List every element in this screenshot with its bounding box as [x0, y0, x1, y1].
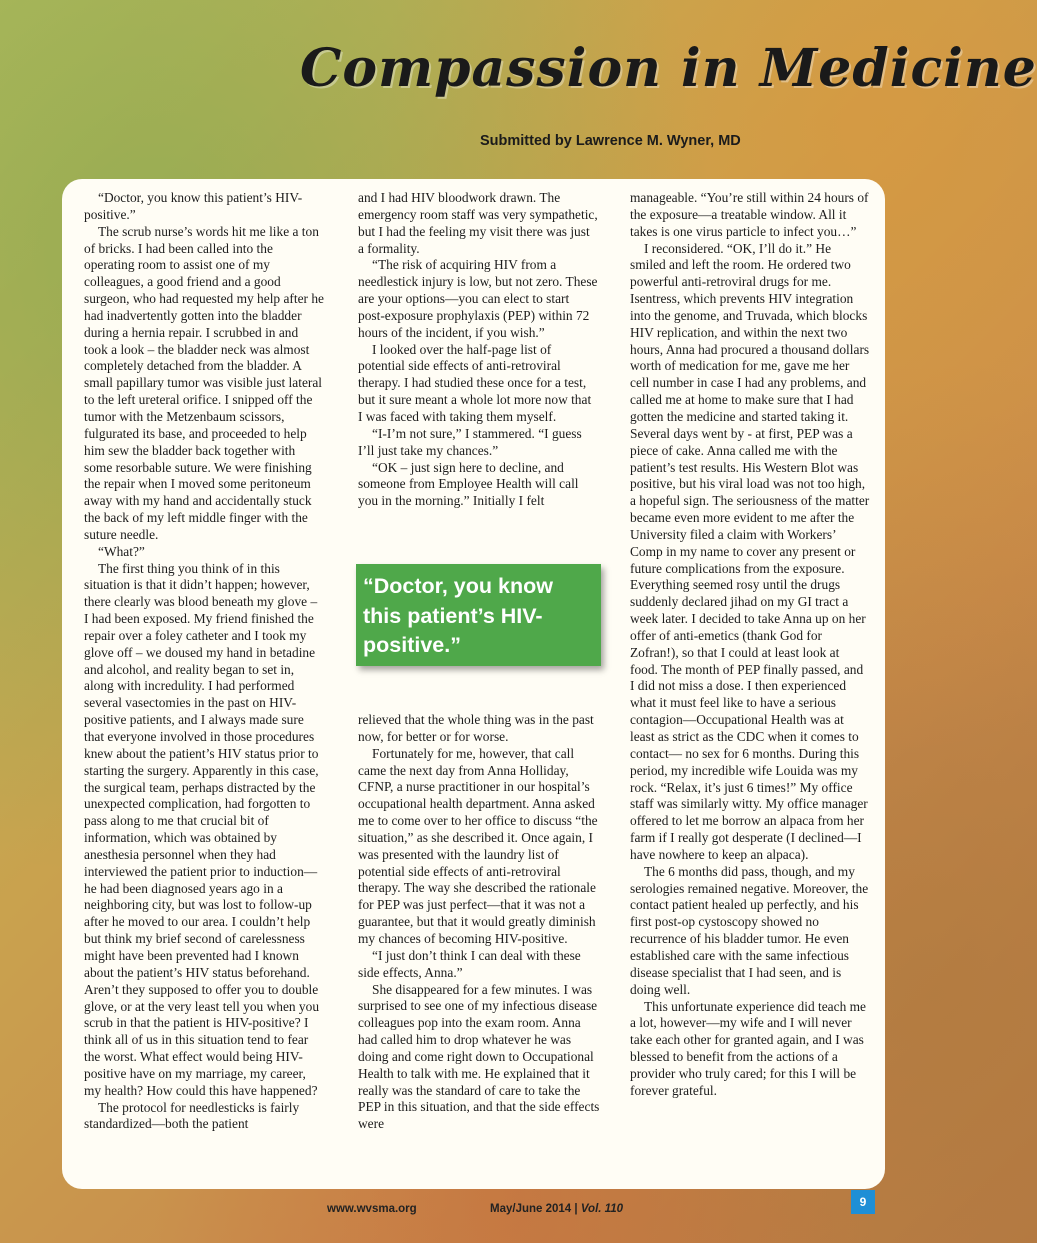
paragraph: Fortunately for me, however, that call came the next day from Anna Holliday, CFNP, a nurse practitioner in our hospital’s occupational health department. Anna asked me to come over to her office to discuss “the situation,” as she described it. Once again, I was presented with the laundry list of potential side effects of anti-retroviral therapy. The way she described the rationale for PEP was just perfect—that it was not a guarantee, but that it would greatly diminish my chances of becoming HIV-positive. [358, 745, 598, 946]
paragraph: This unfortunate experience did teach me a lot, however—my wife and I will never take each other for granted again, and I was blessed to benefit from the actions of a provider who truly cared; for this I will be forever grateful. [630, 998, 866, 1098]
paragraph: “OK – just sign here to decline, and someone from Employee Health will call you in the morning.” Initially I felt [358, 459, 579, 509]
paragraph: “The risk of acquiring HIV from a needlestick injury is low, but not zero. These are your options—you can elect to start post-exposure prophylaxis (PEP) within 72 hours of the incident, if you wish.” [358, 257, 598, 340]
paragraph: The protocol for needlesticks is fairly standardized—both the patient [84, 1099, 300, 1132]
paragraph: I looked over the half-page list of potential side effects of anti-retroviral therapy. I had studied these once for a test, but it sure meant a whole lot more now that I was faced with taking them myself. [358, 341, 592, 424]
paragraph: She disappeared for a few minutes. I was surprised to see one of my infectious disease colleagues pop into the exam room. Anna had called him to drop whatever he was doing and come right down to Occupational Health to talk with me. He explained that it really was the standard of care to take the PEP in this situation, and that the side effects were [358, 981, 600, 1132]
column-2-bottom [358, 712, 603, 1133]
paragraph: The first thing you think of in this situation is that it didn’t happen; however, there clearly was blood beneath my glove – I had been exposed. My friend finished the repair over a foley catheter and I took my glove off – we doused my hand in betadine and alcohol, and reality began to set in, along with incredulity. I had performed several vasectomies in the past on HIV-positive patients, and I always made sure that everyone involved in those procedures knew about the patient’s HIV status prior to starting the surgery. Apparently in this case, the surgical team, perhaps distracted by the unexpected complication, had forgotten to pass along to me that crucial bit of information, which was obtained by anesthesia personnel when they had interviewed the patient prior to induction—he had been diagnosed years ago in a neighboring city, but was lost to follow-up after he moved to our area. I couldn’t help but think my brief second of carelessness might have been prevented had I known about the patient’s HIV status beforehand. Aren’t they supposed to offer you to double glove, or at the very least tell you when you scrub in that the patient is HIV-positive? I think all of us in this situation tend to fear the worst. What effect would being HIV-positive have on my marriage, my career, my health? How could this have happened? [84, 560, 320, 1098]
footer-url: www.wvsma.org [327, 1203, 417, 1215]
paragraph: “What?” [98, 543, 145, 559]
byline: Submitted by Lawrence M. Wyner, MD [480, 133, 741, 149]
paragraph: “Doctor, you know this patient’s HIV-positive.” [84, 190, 303, 222]
paragraph: manageable. “You’re still within 24 hours of the exposure—a treatable window. All it takes is one virus particle to infect you…” [630, 190, 869, 239]
paragraph: “I just don’t think I can deal with these side effects, Anna.” [358, 947, 581, 980]
footer-separator: | [574, 1203, 578, 1215]
page-number-badge: 9 [851, 1190, 875, 1214]
paragraph: “I-I’m not sure,” I stammered. “I guess I’ll just take my chances.” [358, 425, 582, 458]
paragraph: The 6 months did pass, though, and my serologies remained negative. Moreover, the contact patient healed up perfectly, and his first post-op cystoscopy showed no recurrence of his bladder tumor. He even established care with the same infectious disease specialist that I had seen, and is doing well. [630, 863, 869, 997]
paragraph: relieved that the whole thing was in the past now, for better or for worse. [358, 712, 594, 744]
pull-quote: “Doctor, you know this patient’s HIV-positive.” [356, 564, 601, 666]
paragraph: I reconsidered. “OK, I’ll do it.” He smiled and left the room. He ordered two powerful anti-retroviral drugs for me. Isentress, which prevents HIV integration into the genome, and Truvada, which blocks HIV replication, and within the next two hours, Anna had procured a thousand dollars worth of medication for me, gave me her cell number in case I had any problems, and called me at home to make sure that I had gotten the medicine and started taking it. Several days went by - at first, PEP was a piece of cake. Anna called me with the patient’s test results. His Western Blot was positive, but his viral load was not too high, a hopeful sign. The seriousness of the matter became even more evident to me after the University filed a claim with Workers’ Comp in my name to cover any present or future complications from the exposure. Everything seemed rosy until the drugs suddenly declared jihad on my GI tract a week later. I decided to take Anna up on her offer of anti-emetics (thank God for Zofran!), so that I could at least look at food. The month of PEP finally passed, and I did not miss a dose. I then experienced what it must feel like to have a serious contagion—Occupational Health was at least as strict as the CDC when it comes to contact— no sex for 6 months. During this period, my incredible wife Louida was my rock. “Relax, it’s just 6 times!” My office staff was similarly witty. My office manager offered to let me borrow an alpaca from her farm if I really got desperate (I declined—I have nowhere to keep an alpaca). [630, 240, 870, 862]
column-3 [630, 190, 870, 1100]
footer-issue [490, 1203, 623, 1215]
issue-date: May/June 2014 [490, 1203, 572, 1215]
volume-number: Vol. 110 [580, 1203, 623, 1215]
paragraph: and I had HIV bloodwork drawn. The emergency room staff was very sympathetic, but I had the feeling my visit there was just a formality. [358, 190, 598, 256]
article-title: Compassion in Medicine [300, 38, 1037, 99]
column-1 [84, 190, 324, 1133]
column-2-top [358, 190, 598, 510]
paragraph: The scrub nurse’s words hit me like a ton of bricks. I had been called into the operating room to assist one of my colleagues, a good friend and a good surgeon, who had requested my help after he had inadvertently gotten into the bladder during a hernia repair. I scrubbed in and took a look – the bladder neck was almost completely detached from the bladder. A small papillary tumor was visible just lateral to the left ureteral orifice. I snipped off the tumor with the Metzenbaum scissors, fulgurated its base, and proceeded to help him sew the bladder back together with some resorbable suture. We were finishing the repair when I moved some peritoneum away with my hand and accidentally stuck the back of my left middle finger with the suture needle. [84, 223, 324, 542]
